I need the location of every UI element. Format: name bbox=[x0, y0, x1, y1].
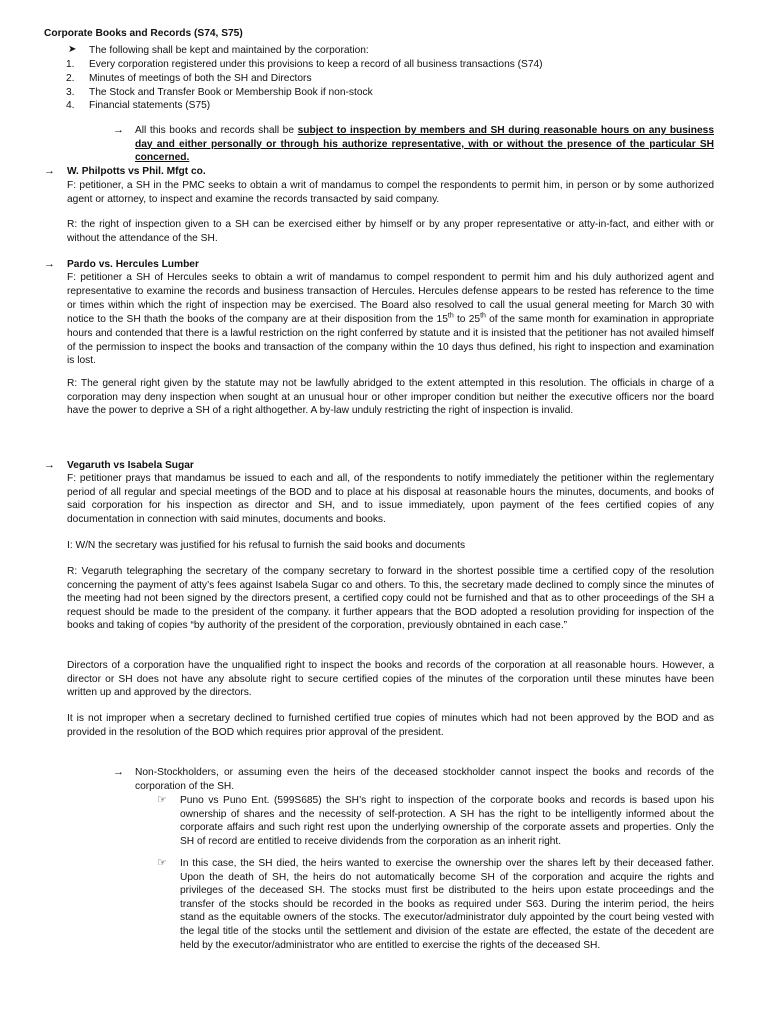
intro-line: The following shall be kept and maintained by the corporation: bbox=[89, 45, 369, 56]
non-stockholders-note: Non-Stockholders, or assuming even the heirs of the deceased stockholder cannot inspect the books and records of the corporation of the SH. bbox=[135, 767, 714, 792]
inspection-note-lead: All this books and records shall be bbox=[135, 125, 298, 136]
list-item: Financial statements (S75) bbox=[89, 100, 211, 111]
case-ruling: R: Vegaruth telegraphing the secretary of the company secretary to forward in the shortest possible time a certified copy of the resolution concerning the payment of atty’s fees against Isabela Sugar co and others. To this, the secretary made declined to comply since the minutes of the meeting had not been signed by the directors present, a certified copy could not be furnished and that as to other proceedings of the SH a request should be made to the president of the company. it further appears that the BOD adopted a resolution providing for inspection of the books and taking of copies “by authority of the president of the corporation, previously obntained in each case.” bbox=[67, 566, 714, 632]
arrow-right-icon: → bbox=[113, 766, 124, 778]
list-item: Minutes of meetings of both the SH and Directors bbox=[89, 73, 312, 84]
list-item: The Stock and Transfer Book or Membership Book if non-stock bbox=[89, 87, 373, 98]
list-number: 2. bbox=[66, 73, 75, 84]
case-paragraph: It is not improper when a secretary declined to furnished certified true copies of minutes which had not been approved by the BOD and as provided in the resolution of the BOD which requires prior approval of the president. bbox=[67, 713, 714, 738]
case-ruling: R: The general right given by the statute may not be lawfully abridged to the extent attempted in this resolution. The officials in charge of a corporation may deny inspection when sought at an unusual hour or other improper condition but neither the executive officers nor the board have the power to deprive a SH of a right althogether. A by-law unduly restricting the right of inspection is invalid. bbox=[67, 378, 714, 417]
bullet-arrowhead-icon: ➤ bbox=[68, 44, 77, 55]
case-issue: I: W/N the secretary was justified for his refusal to furnish the said books and documents bbox=[67, 540, 466, 551]
case-title: W. Philpotts vs Phil. Mfgt co. bbox=[67, 166, 206, 177]
arrow-right-icon: → bbox=[44, 459, 55, 471]
list-number: 4. bbox=[66, 100, 75, 111]
list-number: 3. bbox=[66, 87, 75, 98]
arrow-right-icon: → bbox=[113, 124, 124, 136]
arrow-right-icon: → bbox=[44, 258, 55, 270]
case-title: Pardo vs. Hercules Lumber bbox=[67, 259, 199, 270]
list-number: 1. bbox=[66, 59, 75, 70]
list-item: Every corporation registered under this provisions to keep a record of all business transactions (S74) bbox=[89, 59, 543, 70]
case-facts: F: petitioner a SH of Hercules seeks to obtain a writ of mandamus to compel respondent to permit him and his duly authorized agent and representative to examine the records and business transaction of Hercules. Hercules defense appears to be rested has reference to the time or times within which the right of inspection may be exercised. The Board also resolved to call the usual general meeting for March 30 with notice to the SH thath the books of the company are at their disposition from the 15th to 25th of the same month for examination in appropriate hours and contended that there is a lawful restriction on the right conferred by statute and it is insisted that the petitioner has not availed himself of the permission to inspect the books and transaction of the company within the 10 days thus defined, his right to inspection and examination is lost. bbox=[67, 272, 714, 367]
inspection-note-emphasis: subject to inspection by members and SH during reasonable hours on any business day and either personally or through his authorize representative, with or without the presence of the particular SH concerned. bbox=[135, 125, 714, 163]
case-title: Vegaruth vs Isabela Sugar bbox=[67, 460, 194, 471]
inspection-note bbox=[135, 124, 714, 165]
sub-point: In this case, the SH died, the heirs wanted to exercise the ownership over the shares left by their deceased father. Upon the death of SH, the heirs do not automatically become SH of the corporation and acquire the rights and privileges of the deceased SH. The stocks must first be distributed to the heirs upon estate proceedings and the transfer of the stocks should be recorded in the books as required under S63. During the interim period, the heirs stand as the equitable owners of the stocks. The executor/administrator duly appointed by the court being vested with the legal title of the stocks until the settlement and division of the estate are effected, the estate of the decedent are held by the executor/administrator who are entitled to exercise the rights of the deceased SH. bbox=[180, 858, 714, 951]
case-paragraph: Directors of a corporation have the unqualified right to inspect the books and records of the corporation at all reasonable hours. However, a director or SH does not have any absolute right to secure certified copies of the minutes of the corporation until these minutes have been written up and approved by the directors. bbox=[67, 660, 714, 699]
arrow-right-icon: → bbox=[44, 165, 55, 177]
hand-pointer-icon: ☞ bbox=[157, 857, 167, 869]
case-facts: F: petitioner prays that mandamus be issued to each and all, of the respondents to notify immediately the petitioner within the reglementary period of all regular and special meetings of the BOD and to place at his disposal at reasonable hours the minutes, documents, and books of said corporation for his inspection as director and SH, and to issue immediately, upon payment of the fees certified copies of any documentation in connection with said minutes, documents and books. bbox=[67, 473, 714, 525]
case-ruling: R: the right of inspection given to a SH can be exercised either by himself or by any proper representative or atty-in-fact, and either with or without the attendance of the SH. bbox=[67, 219, 714, 244]
section-heading: Corporate Books and Records (S74, S75) bbox=[44, 28, 243, 39]
hand-pointer-icon: ☞ bbox=[157, 794, 167, 806]
sub-point: Puno vs Puno Ent. (599S685) the SH’s right to inspection of the corporate books and records is based upon his ownership of shares and the necessity of self-protection. A SH has the right to be intelligently informed about the corporate affairs and such right rest upon the underlying ownership of the corporate assets and properties. Only the SH of record are entitled to receive dividends from the corporation as an inherit right. bbox=[180, 795, 714, 847]
case-facts: F: petitioner, a SH in the PMC seeks to obtain a writ of mandamus to compel the respondents to permit him, in person or by some authorized agent or attorney, to inspect and examine the records transacted by said company. bbox=[67, 180, 714, 205]
